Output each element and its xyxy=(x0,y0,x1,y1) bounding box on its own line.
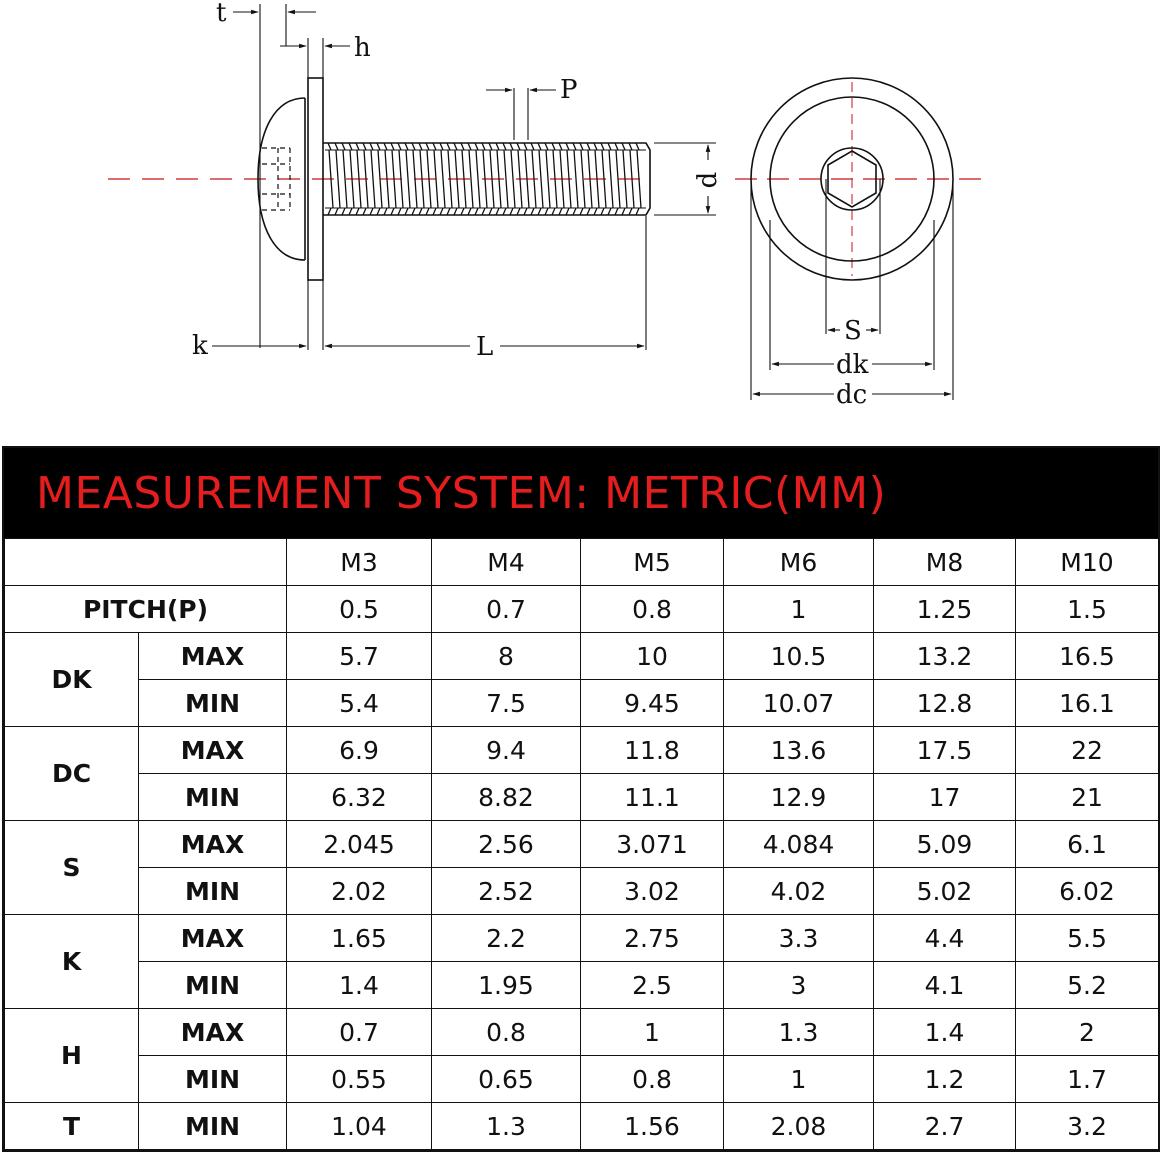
column-header: M5 xyxy=(581,539,724,586)
value-cell: 1.4 xyxy=(287,962,432,1009)
table-row xyxy=(5,868,1159,915)
table-row xyxy=(5,727,1159,774)
value-cell: 3.02 xyxy=(581,868,724,915)
label-p: P xyxy=(560,75,578,105)
row-sub-label: MAX xyxy=(139,915,287,962)
value-cell: 1.04 xyxy=(287,1103,432,1150)
value-cell: 21 xyxy=(1016,774,1159,821)
value-cell: 16.5 xyxy=(1016,633,1159,680)
value-cell: 4.4 xyxy=(874,915,1016,962)
value-cell: 22 xyxy=(1016,727,1159,774)
value-cell: 17.5 xyxy=(874,727,1016,774)
table-row xyxy=(5,1056,1159,1103)
measurement-system-title: MEASUREMENT SYSTEM: METRIC(MM) xyxy=(36,468,887,519)
row-sub-label: MAX xyxy=(139,727,287,774)
value-cell: 4.084 xyxy=(724,821,874,868)
table-row xyxy=(5,633,1159,680)
value-cell: 9.4 xyxy=(432,727,581,774)
value-cell: 0.8 xyxy=(581,586,724,633)
value-cell: 2.08 xyxy=(724,1103,874,1150)
table-row xyxy=(5,1009,1159,1056)
value-cell: 3.2 xyxy=(1016,1103,1159,1150)
label-d: d xyxy=(693,171,723,189)
value-cell: 1.7 xyxy=(1016,1056,1159,1103)
table-row xyxy=(5,586,1159,633)
row-sub-label: MAX xyxy=(139,1009,287,1056)
label-h: h xyxy=(354,33,371,63)
value-cell: 0.7 xyxy=(287,1009,432,1056)
row-sub-label: MIN xyxy=(139,680,287,727)
row-group-label: PITCH(P) xyxy=(5,586,287,633)
specification-table-panel xyxy=(2,446,1160,1152)
value-cell: 1.3 xyxy=(724,1009,874,1056)
value-cell: 13.2 xyxy=(874,633,1016,680)
value-cell: 1 xyxy=(581,1009,724,1056)
row-group-label: DC xyxy=(5,727,139,821)
value-cell: 5.2 xyxy=(1016,962,1159,1009)
row-group-label: H xyxy=(5,1009,139,1103)
value-cell: 1.3 xyxy=(432,1103,581,1150)
value-cell: 2.56 xyxy=(432,821,581,868)
dimension-table xyxy=(4,538,1159,1150)
value-cell: 12.9 xyxy=(724,774,874,821)
value-cell: 2.52 xyxy=(432,868,581,915)
row-sub-label: MIN xyxy=(139,962,287,1009)
table-row xyxy=(5,680,1159,727)
value-cell: 6.9 xyxy=(287,727,432,774)
table-row xyxy=(5,1103,1159,1150)
row-group-label: K xyxy=(5,915,139,1009)
label-dc: dc xyxy=(836,380,868,410)
value-cell: 3.071 xyxy=(581,821,724,868)
table-row xyxy=(5,962,1159,1009)
header-corner-cell xyxy=(5,539,287,586)
value-cell: 1 xyxy=(724,1056,874,1103)
row-sub-label: MIN xyxy=(139,868,287,915)
value-cell: 10 xyxy=(581,633,724,680)
row-group-label: DK xyxy=(5,633,139,727)
value-cell: 1.56 xyxy=(581,1103,724,1150)
value-cell: 8 xyxy=(432,633,581,680)
value-cell: 17 xyxy=(874,774,1016,821)
label-dk: dk xyxy=(836,350,869,380)
value-cell: 16.1 xyxy=(1016,680,1159,727)
label-k: k xyxy=(192,331,208,361)
row-sub-label: MIN xyxy=(139,1056,287,1103)
table-row xyxy=(5,774,1159,821)
row-sub-label: MIN xyxy=(139,1103,287,1150)
label-t: t xyxy=(216,0,227,28)
value-cell: 1.5 xyxy=(1016,586,1159,633)
value-cell: 11.8 xyxy=(581,727,724,774)
value-cell: 9.45 xyxy=(581,680,724,727)
value-cell: 1.95 xyxy=(432,962,581,1009)
value-cell: 6.02 xyxy=(1016,868,1159,915)
value-cell: 0.55 xyxy=(287,1056,432,1103)
value-cell: 6.32 xyxy=(287,774,432,821)
column-header: M4 xyxy=(432,539,581,586)
value-cell: 8.82 xyxy=(432,774,581,821)
value-cell: 1 xyxy=(724,586,874,633)
value-cell: 1.65 xyxy=(287,915,432,962)
value-cell: 4.02 xyxy=(724,868,874,915)
row-sub-label: MIN xyxy=(139,774,287,821)
table-row xyxy=(5,821,1159,868)
value-cell: 10.5 xyxy=(724,633,874,680)
row-sub-label: MAX xyxy=(139,633,287,680)
label-s: S xyxy=(844,316,862,346)
row-group-label: S xyxy=(5,821,139,915)
value-cell: 5.4 xyxy=(287,680,432,727)
value-cell: 5.09 xyxy=(874,821,1016,868)
table-row xyxy=(5,915,1159,962)
value-cell: 6.1 xyxy=(1016,821,1159,868)
value-cell: 3 xyxy=(724,962,874,1009)
value-cell: 0.65 xyxy=(432,1056,581,1103)
screw-dimension-drawing xyxy=(0,0,1163,446)
value-cell: 2 xyxy=(1016,1009,1159,1056)
value-cell: 2.045 xyxy=(287,821,432,868)
value-cell: 2.5 xyxy=(581,962,724,1009)
value-cell: 10.07 xyxy=(724,680,874,727)
value-cell: 13.6 xyxy=(724,727,874,774)
value-cell: 2.02 xyxy=(287,868,432,915)
value-cell: 1.25 xyxy=(874,586,1016,633)
value-cell: 1.2 xyxy=(874,1056,1016,1103)
value-cell: 0.5 xyxy=(287,586,432,633)
row-sub-label: MAX xyxy=(139,821,287,868)
value-cell: 5.7 xyxy=(287,633,432,680)
column-header: M8 xyxy=(874,539,1016,586)
value-cell: 2.75 xyxy=(581,915,724,962)
column-header: M3 xyxy=(287,539,432,586)
value-cell: 1.4 xyxy=(874,1009,1016,1056)
value-cell: 5.5 xyxy=(1016,915,1159,962)
label-l: L xyxy=(476,332,494,362)
column-header: M6 xyxy=(724,539,874,586)
value-cell: 7.5 xyxy=(432,680,581,727)
value-cell: 2.7 xyxy=(874,1103,1016,1150)
value-cell: 0.8 xyxy=(432,1009,581,1056)
value-cell: 0.8 xyxy=(581,1056,724,1103)
value-cell: 0.7 xyxy=(432,586,581,633)
value-cell: 5.02 xyxy=(874,868,1016,915)
value-cell: 3.3 xyxy=(724,915,874,962)
column-header: M10 xyxy=(1016,539,1159,586)
table-header-row xyxy=(5,539,1159,586)
measurement-system-banner xyxy=(4,448,1158,538)
value-cell: 12.8 xyxy=(874,680,1016,727)
value-cell: 4.1 xyxy=(874,962,1016,1009)
value-cell: 2.2 xyxy=(432,915,581,962)
row-group-label: T xyxy=(5,1103,139,1150)
value-cell: 11.1 xyxy=(581,774,724,821)
